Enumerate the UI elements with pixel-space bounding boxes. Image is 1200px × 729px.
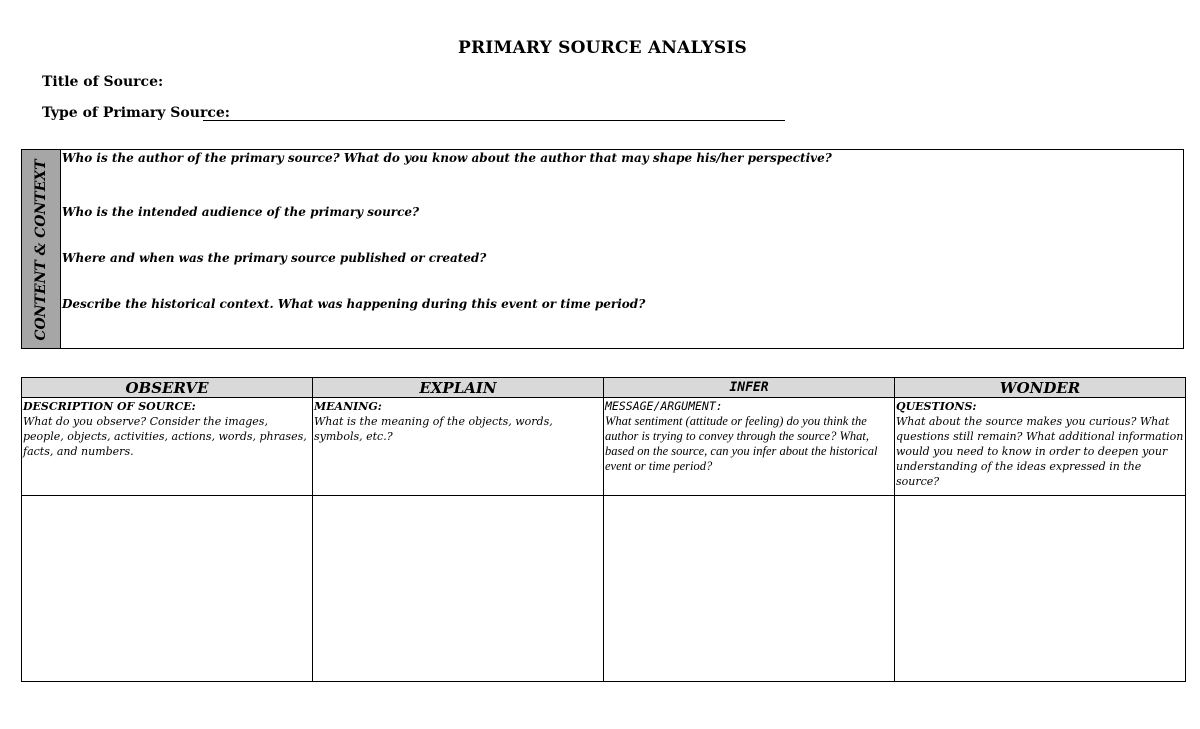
question-audience: Who is the intended audience of the primary source? [62, 205, 420, 219]
question-historical-context: Describe the historical context. What was happening during this event or time period? [62, 297, 646, 311]
wonder-answer-cell[interactable] [895, 496, 1185, 681]
type-of-source-label: Type of Primary Source: [42, 105, 230, 121]
infer-answer-cell[interactable] [604, 496, 894, 681]
wonder-description [895, 398, 1185, 496]
wonder-label: QUESTIONS: [896, 400, 977, 413]
context-side-label: CONTENT & CONTEXT [33, 159, 49, 341]
analysis-table [21, 377, 1186, 682]
observe-description [22, 398, 312, 496]
observe-prompt: What do you observe? Consider the images, people, objects, activities, actions, words, phrases, facts, and numbers. [23, 415, 307, 458]
infer-description [604, 398, 894, 496]
observe-column [22, 378, 313, 681]
explain-header: EXPLAIN [313, 378, 603, 398]
wonder-header: WONDER [895, 378, 1185, 398]
type-of-source-input-line[interactable] [203, 120, 785, 121]
observe-answer-cell[interactable] [22, 496, 312, 681]
observe-header: OBSERVE [22, 378, 312, 398]
wonder-column [895, 378, 1185, 681]
infer-header: INFER [604, 378, 894, 398]
observe-label: DESCRIPTION OF SOURCE: [23, 400, 196, 413]
explain-column [313, 378, 604, 681]
explain-prompt: What is the meaning of the objects, words, symbols, etc.? [314, 415, 553, 443]
question-author: Who is the author of the primary source? What do you know about the author that may shape his/her perspective? [62, 151, 832, 165]
infer-column [604, 378, 895, 681]
title-of-source-label: Title of Source: [42, 74, 164, 90]
infer-label: MESSAGE/ARGUMENT: [605, 399, 723, 413]
page-title: PRIMARY SOURCE ANALYSIS [457, 38, 747, 58]
question-when-where: Where and when was the primary source published or created? [62, 251, 487, 265]
explain-answer-cell[interactable] [313, 496, 603, 681]
wonder-prompt: What about the source makes you curious? What questions still remain? What additional information would you need to know in order to deepen your understanding of the ideas expressed in the source? [896, 415, 1184, 488]
content-context-box [21, 149, 1184, 349]
context-side-bar [22, 150, 61, 348]
explain-label: MEANING: [314, 400, 382, 413]
infer-prompt: What sentiment (attitude or feeling) do you think the author is trying to convey through the source? What, based on the source, can you infer about the historical event or time period? [605, 414, 878, 473]
explain-description [313, 398, 603, 496]
